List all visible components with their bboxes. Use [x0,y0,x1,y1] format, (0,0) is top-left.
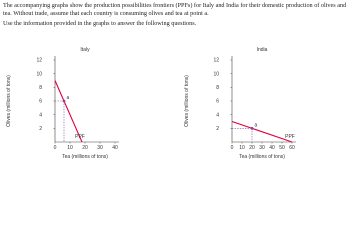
y-tick-label: 2 [216,126,219,133]
chart-title: Italy [80,47,90,53]
x-tick-label: 40 [269,145,275,151]
x-axis-title: Tea (millions of tons) [239,154,285,160]
y-axis-title: Olives (millions of tons) [6,75,12,127]
y-tick-label: 10 [36,71,42,78]
y-tick-label: 4 [39,112,42,119]
y-axis-title: Olives (millions of tons) [184,75,190,127]
x-axis-title: Tea (millions of tons) [62,154,108,160]
y-tick-label: 8 [216,85,219,92]
y-tick-label: 6 [39,98,42,105]
instruction-text: Use the information provided in the graphs to answer the following questions. [3,20,197,27]
y-tick-label: 4 [216,112,219,119]
ppf-label: PPF [75,134,85,140]
y-tick-label: 2 [39,126,42,133]
x-tick-label: 30 [259,145,265,151]
intro-paragraph: The accompanying graphs show the production possibilities frontiers (PPFs) for Italy and India for their domestic production of olives and tea. Without trade, assume that each country is consuming olives and tea at point a. [3,2,347,18]
y-tick-label: 12 [36,57,42,64]
x-tick-label: 30 [97,145,103,151]
chart-title: India [256,47,268,53]
x-tick-label: 10 [67,145,73,151]
point-a [251,127,254,130]
x-tick-label: 20 [82,145,88,151]
x-tick-label: 20 [249,145,255,151]
x-tick-label: 50 [279,145,285,151]
x-tick-label: 0 [230,145,234,151]
x-tick-label: 60 [289,145,295,151]
ppf-line [232,122,292,143]
ppf-label: PPF [285,134,295,140]
x-tick-label: 10 [239,145,245,151]
x-tick-label: 40 [112,145,118,151]
y-tick-label: 8 [39,85,42,92]
point-a-label: a [66,95,70,101]
x-tick-label: 0 [53,145,57,151]
y-tick-label: 10 [213,71,219,78]
point-a-label: a [254,122,258,129]
y-tick-label: 6 [216,98,219,105]
y-tick-label: 12 [213,57,219,64]
